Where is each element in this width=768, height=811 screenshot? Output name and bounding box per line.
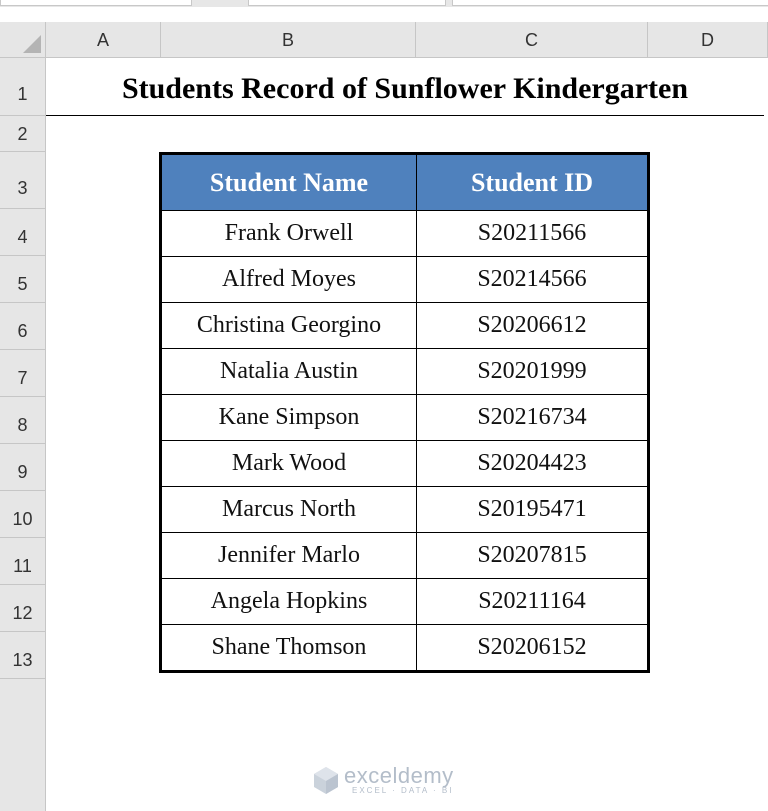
table-row	[161, 441, 649, 487]
table-row	[161, 211, 649, 257]
student-id-cell[interactable]: S20206152	[417, 625, 649, 672]
row-header-2[interactable]: 2	[0, 116, 46, 152]
student-id-cell[interactable]: S20211164	[417, 579, 649, 625]
student-id-cell[interactable]: S20207815	[417, 533, 649, 579]
column-header-d[interactable]: D	[648, 22, 768, 58]
row-header-4[interactable]: 4	[0, 209, 46, 256]
table-row	[161, 533, 649, 579]
row-header-3[interactable]: 3	[0, 152, 46, 209]
table-row	[161, 395, 649, 441]
student-name-cell[interactable]: Mark Wood	[161, 441, 417, 487]
row-header-empty	[0, 679, 46, 811]
sheet-title[interactable]: Students Record of Sunflower Kindergarten	[46, 58, 764, 116]
student-name-cell[interactable]: Alfred Moyes	[161, 257, 417, 303]
row-header-13[interactable]: 13	[0, 632, 46, 679]
table-row	[161, 487, 649, 533]
student-name-cell[interactable]: Shane Thomson	[161, 625, 417, 672]
student-id-cell[interactable]: S20211566	[417, 211, 649, 257]
student-name-cell[interactable]: Marcus North	[161, 487, 417, 533]
student-id-cell[interactable]: S20201999	[417, 349, 649, 395]
student-name-cell[interactable]: Frank Orwell	[161, 211, 417, 257]
row-header-9[interactable]: 9	[0, 444, 46, 491]
student-name-cell[interactable]: Kane Simpson	[161, 395, 417, 441]
row-header-8[interactable]: 8	[0, 397, 46, 444]
watermark-tagline: EXCEL · DATA · BI	[352, 786, 454, 795]
student-id-cell[interactable]: S20214566	[417, 257, 649, 303]
student-name-cell[interactable]: Christina Georgino	[161, 303, 417, 349]
table-row	[161, 625, 649, 672]
table-row	[161, 257, 649, 303]
row-header-5[interactable]: 5	[0, 256, 46, 303]
formula-bar-area	[0, 0, 768, 7]
select-all-triangle-icon	[23, 35, 41, 53]
watermark-text: exceldemy	[344, 763, 454, 788]
table-header-row	[161, 154, 649, 211]
select-all-button[interactable]	[0, 22, 46, 58]
table-row	[161, 303, 649, 349]
column-header-c[interactable]: C	[416, 22, 648, 58]
row-header-12[interactable]: 12	[0, 585, 46, 632]
student-id-cell[interactable]: S20204423	[417, 441, 649, 487]
exceldemy-logo-icon	[312, 765, 340, 795]
student-id-cell[interactable]: S20206612	[417, 303, 649, 349]
column-header-a[interactable]: A	[46, 22, 161, 58]
formula-input[interactable]	[452, 0, 768, 6]
row-header-6[interactable]: 6	[0, 303, 46, 350]
formula-bar-controls[interactable]	[248, 0, 446, 6]
header-student-name[interactable]: Student Name	[161, 154, 417, 211]
student-id-cell[interactable]: S20216734	[417, 395, 649, 441]
row-header-11[interactable]: 11	[0, 538, 46, 585]
header-student-id[interactable]: Student ID	[417, 154, 649, 211]
student-name-cell[interactable]: Natalia Austin	[161, 349, 417, 395]
student-records-table	[159, 152, 650, 673]
exceldemy-watermark	[312, 763, 460, 797]
row-header-7[interactable]: 7	[0, 350, 46, 397]
table-row	[161, 349, 649, 395]
name-box[interactable]	[0, 0, 192, 6]
student-name-cell[interactable]: Angela Hopkins	[161, 579, 417, 625]
row-header-1[interactable]: 1	[0, 58, 46, 116]
student-id-cell[interactable]: S20195471	[417, 487, 649, 533]
student-name-cell[interactable]: Jennifer Marlo	[161, 533, 417, 579]
column-header-b[interactable]: B	[161, 22, 416, 58]
table-row	[161, 579, 649, 625]
row-header-10[interactable]: 10	[0, 491, 46, 538]
